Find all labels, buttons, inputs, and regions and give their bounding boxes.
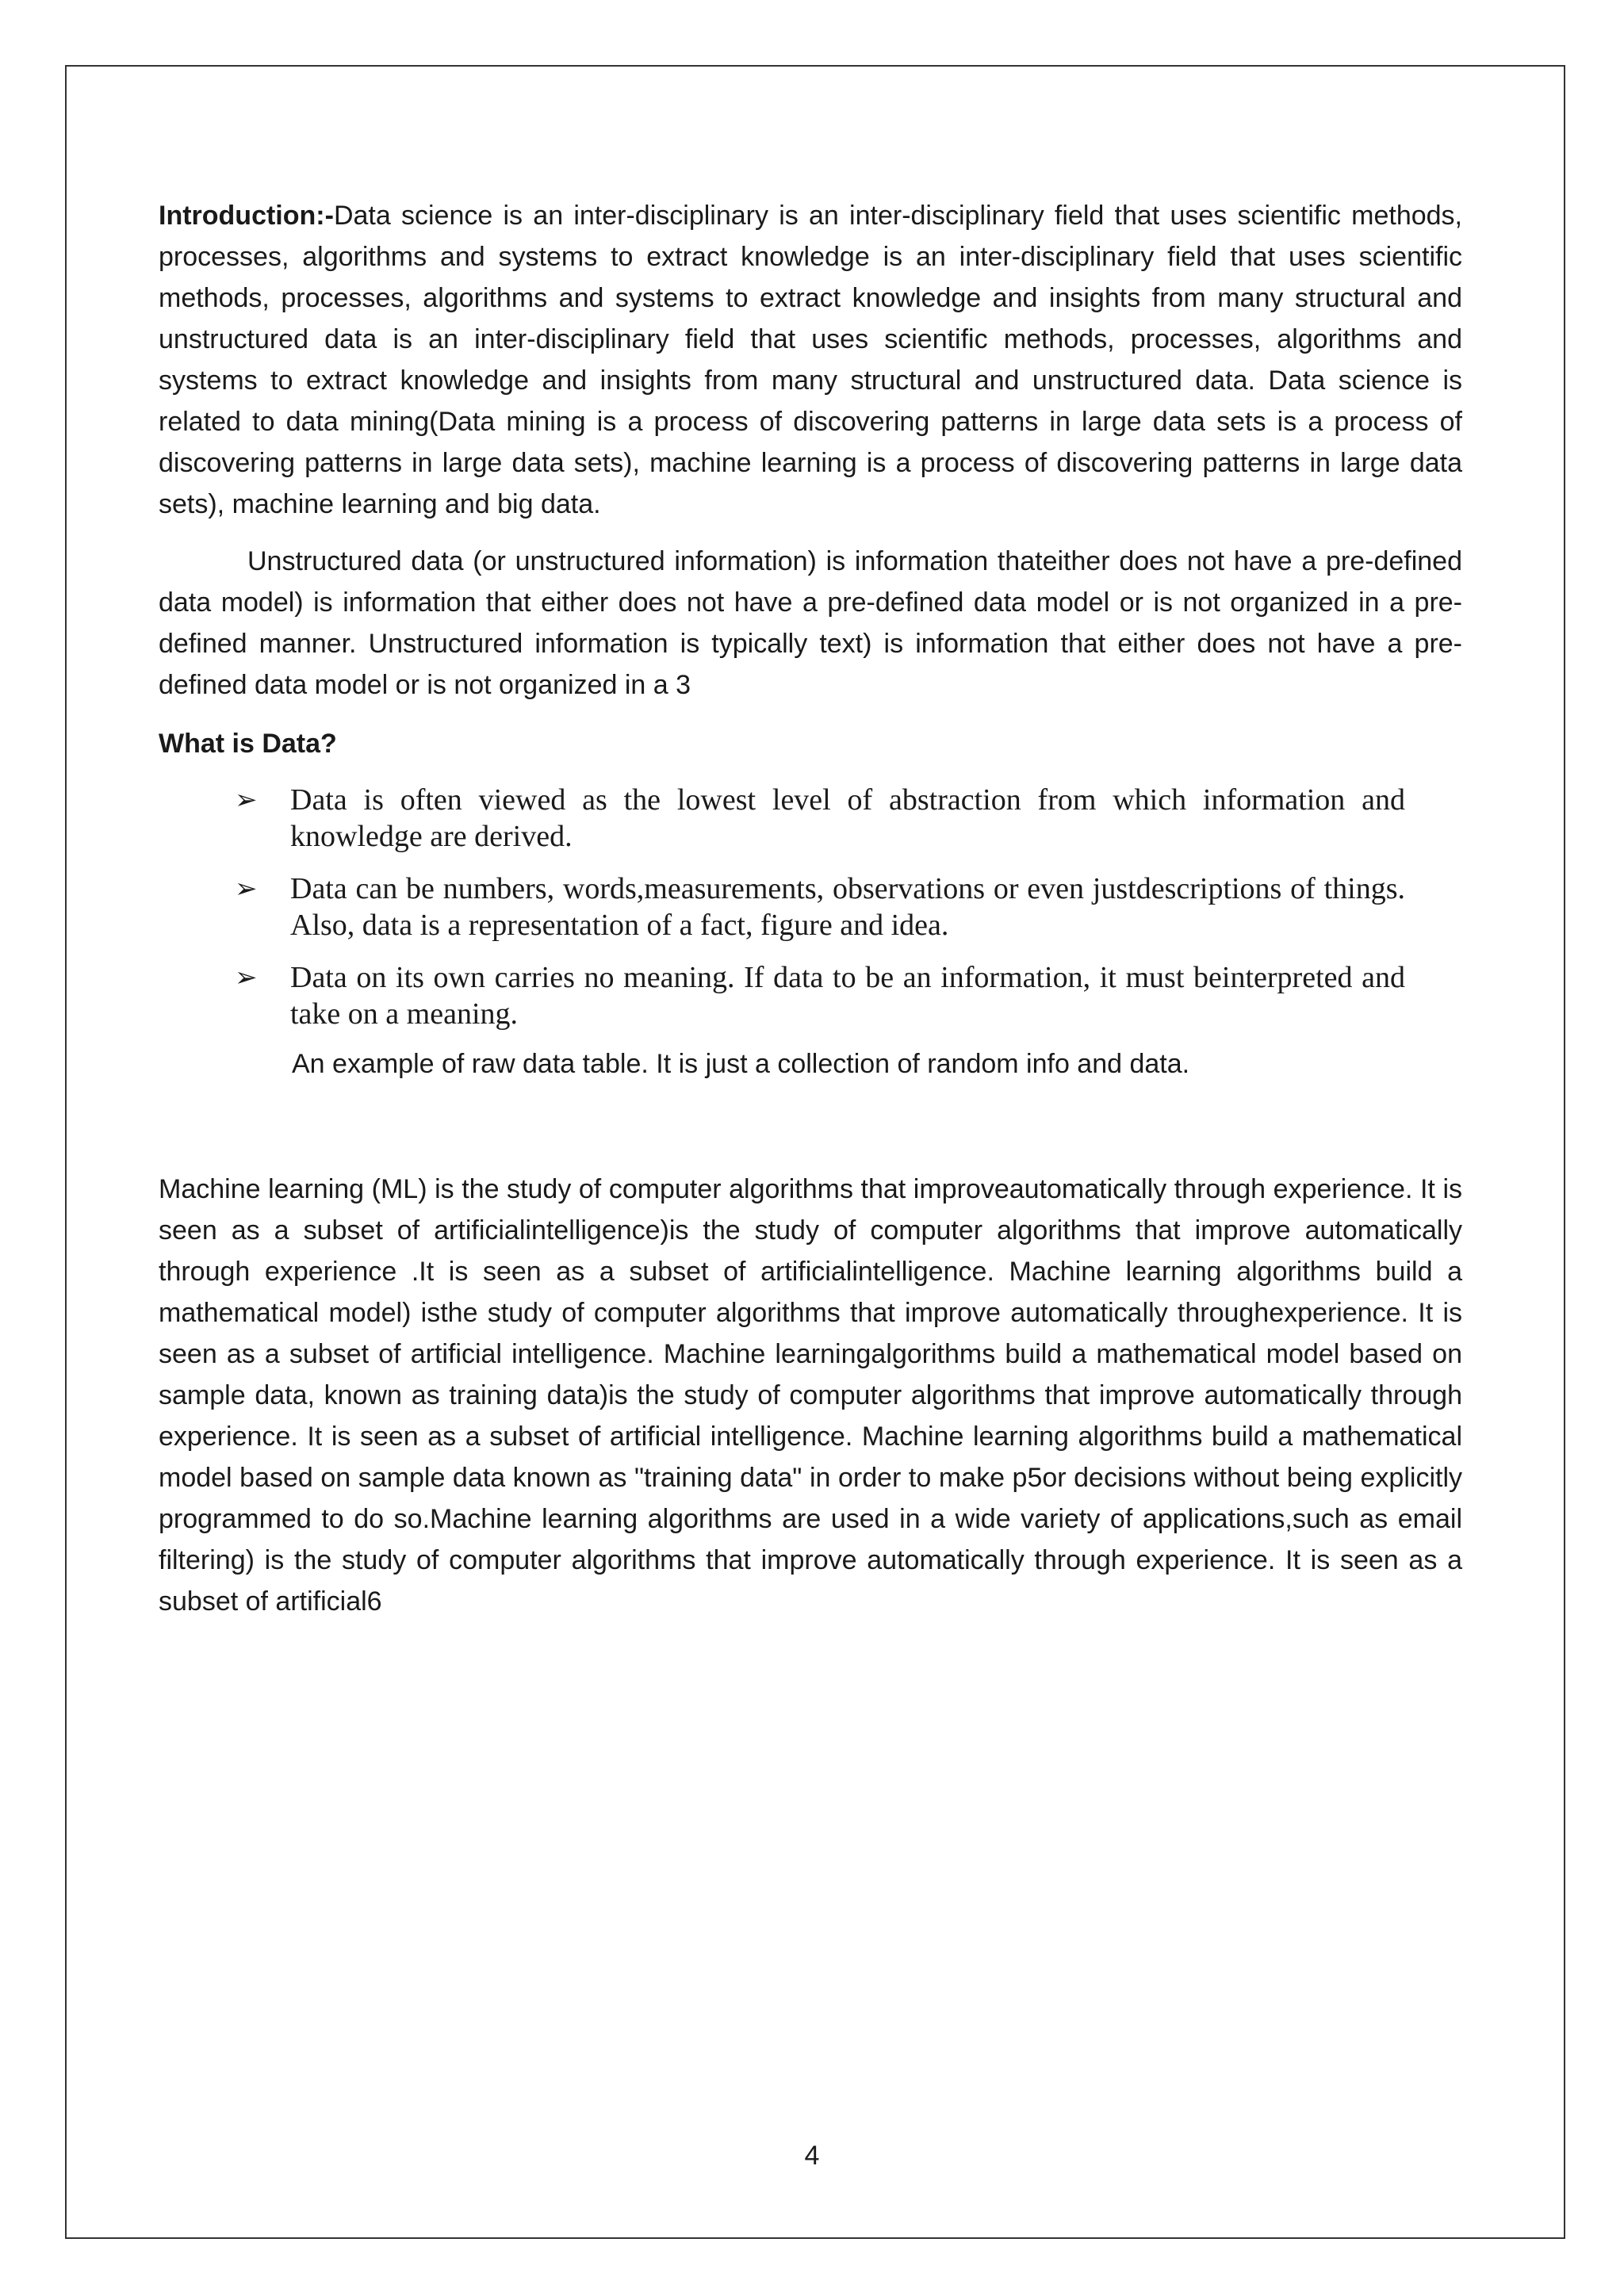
arrow-bullet-icon: ➢ — [235, 784, 258, 816]
bullet-item — [235, 959, 1405, 1032]
bullet-text: Data on its own carries no meaning. If data to be an information, it must beinterpreted and take on a meaning. — [290, 961, 1405, 1031]
bullet-text: Data can be numbers, words,measurements, observations or even justdescriptions of things. Also, data is a representation of a fact, figure and idea. — [290, 872, 1405, 942]
intro-text: Data science is an inter-disciplinary is an inter-disciplinary field that uses scientific methods, processes, algorithms and systems to extract knowledge is an inter-disciplinary field that uses scientific methods, processes, algorithms and systems to extract knowledge and insights from many structural and unstructured data is an inter-disciplinary field that uses scientific methods, processes, algorithms and systems to extract knowledge and insights from many structural and unstructured data. Data science is related to data mining(Data mining is a process of discovering patterns in large data sets is a process of discovering patterns in large data sets), machine learning is a process of discovering patterns in large data sets), machine learning and big data. — [159, 201, 1462, 519]
unstructured-paragraph: Unstructured data (or unstructured information) is information thateither does not have a pre-defined data model) is information that either does not have a pre-defined data model or is not organized in a pre-defined manner. Unstructured information is typically text) is information that either does not have a pre-defined data model or is not organized in a 3 — [159, 546, 1462, 700]
arrow-bullet-icon: ➢ — [235, 962, 258, 993]
bullet-item — [235, 782, 1405, 855]
bullet-text: Data is often viewed as the lowest level of abstraction from which information and knowledge are derived. — [290, 783, 1405, 853]
intro-lead: Introduction:- — [159, 201, 334, 231]
machine-learning-paragraph: Machine learning (ML) is the study of computer algorithms that improveautomatically through experience. It is seen as a subset of artificialintelligence)is the study of computer algorithms that improve automatically through experience .It is seen as a subset of artificialintelligence. Machine learning algorithms build a mathematical model) isthe study of computer algorithms that improve automatically throughexperience. It is seen as a subset of artificial intelligence. Machine learningalgorithms build a mathematical model based on sample data, known as training data)is the study of computer algorithms that improve automatically through experience. It is seen as a subset of artificial intelligence. Machine learning algorithms build a mathematical model based on sample data known as "training data" in order to make p5or decisions without being explicitly programmed to do so.Machine learning algorithms are used in a wide variety of applications,such as email filtering) is the study of computer algorithms that improve automatically through experience. It is seen as a subset of artificial6 — [159, 1174, 1462, 1617]
page-number: 4 — [804, 2141, 820, 2171]
arrow-bullet-icon: ➢ — [235, 873, 258, 905]
raw-data-caption: An example of raw data table. It is just a collection of random info and data. — [292, 1049, 1190, 1079]
intro-paragraph — [159, 195, 1462, 525]
document-body — [159, 195, 1462, 1622]
data-bullet-list — [235, 782, 1405, 1032]
what-is-data-heading: What is Data? — [159, 729, 337, 759]
bullet-item — [235, 871, 1405, 943]
